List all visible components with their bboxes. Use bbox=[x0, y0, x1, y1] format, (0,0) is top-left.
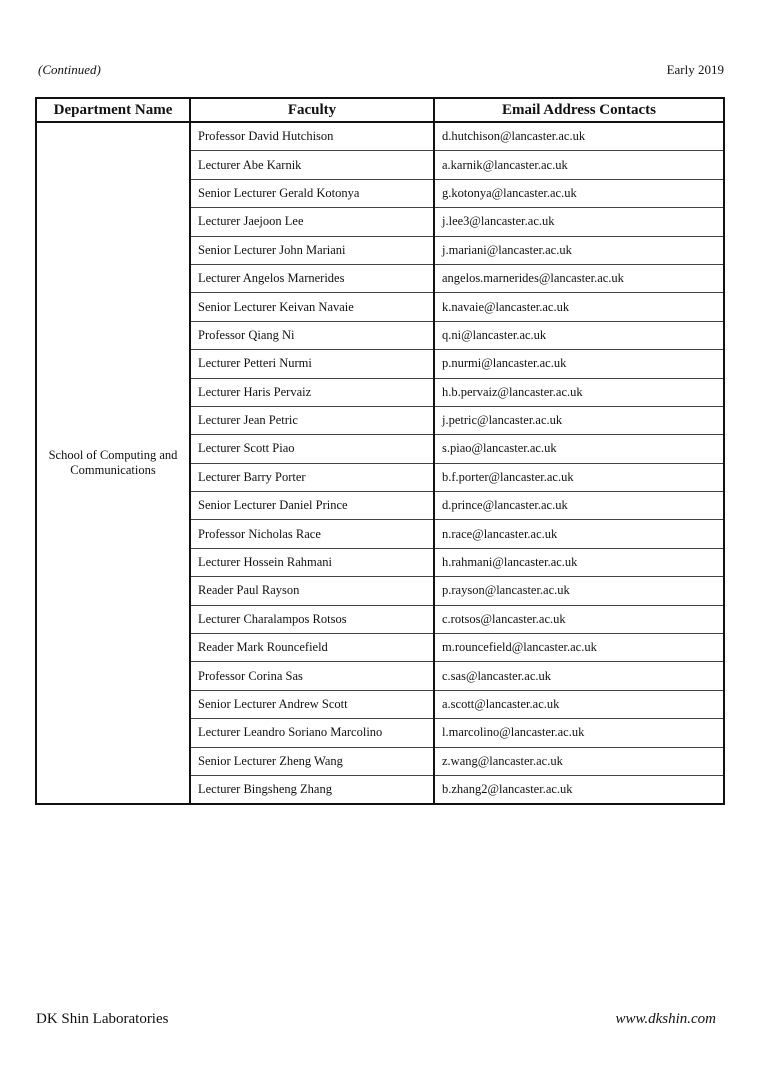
email-cell: angelos.marnerides@lancaster.ac.uk bbox=[434, 264, 724, 292]
faculty-cell: Professor Qiang Ni bbox=[190, 321, 434, 349]
email-cell: c.rotsos@lancaster.ac.uk bbox=[434, 605, 724, 633]
faculty-cell: Lecturer Barry Porter bbox=[190, 463, 434, 491]
faculty-cell: Lecturer Jaejoon Lee bbox=[190, 208, 434, 236]
faculty-cell: Lecturer Hossein Rahmani bbox=[190, 548, 434, 576]
continued-label: (Continued) bbox=[38, 62, 101, 77]
email-cell: b.f.porter@lancaster.ac.uk bbox=[434, 463, 724, 491]
faculty-cell: Senior Lecturer Andrew Scott bbox=[190, 690, 434, 718]
email-cell: a.karnik@lancaster.ac.uk bbox=[434, 151, 724, 179]
footer-organization: DK Shin Laboratories bbox=[36, 1011, 169, 1027]
faculty-cell: Professor David Hutchison bbox=[190, 122, 434, 151]
faculty-cell: Senior Lecturer Zheng Wang bbox=[190, 747, 434, 775]
email-cell: l.marcolino@lancaster.ac.uk bbox=[434, 719, 724, 747]
faculty-cell: Lecturer Scott Piao bbox=[190, 435, 434, 463]
email-cell: n.race@lancaster.ac.uk bbox=[434, 520, 724, 548]
table-row bbox=[36, 122, 724, 151]
email-cell: d.prince@lancaster.ac.uk bbox=[434, 492, 724, 520]
faculty-cell: Professor Nicholas Race bbox=[190, 520, 434, 548]
faculty-cell: Lecturer Haris Pervaiz bbox=[190, 378, 434, 406]
faculty-cell: Reader Mark Rouncefield bbox=[190, 634, 434, 662]
faculty-cell: Lecturer Abe Karnik bbox=[190, 151, 434, 179]
department-cell: School of Computing and Communications bbox=[36, 122, 190, 804]
email-cell: p.rayson@lancaster.ac.uk bbox=[434, 577, 724, 605]
faculty-cell: Senior Lecturer Gerald Kotonya bbox=[190, 179, 434, 207]
email-cell: j.petric@lancaster.ac.uk bbox=[434, 406, 724, 434]
email-cell: a.scott@lancaster.ac.uk bbox=[434, 690, 724, 718]
email-cell: s.piao@lancaster.ac.uk bbox=[434, 435, 724, 463]
column-header-email: Email Address Contacts bbox=[434, 98, 724, 122]
email-cell: g.kotonya@lancaster.ac.uk bbox=[434, 179, 724, 207]
email-cell: q.ni@lancaster.ac.uk bbox=[434, 321, 724, 349]
email-cell: h.b.pervaiz@lancaster.ac.uk bbox=[434, 378, 724, 406]
email-cell: h.rahmani@lancaster.ac.uk bbox=[434, 548, 724, 576]
contacts-table bbox=[35, 97, 725, 805]
faculty-cell: Senior Lecturer Daniel Prince bbox=[190, 492, 434, 520]
faculty-cell: Senior Lecturer Keivan Navaie bbox=[190, 293, 434, 321]
faculty-cell: Lecturer Charalampos Rotsos bbox=[190, 605, 434, 633]
faculty-cell: Reader Paul Rayson bbox=[190, 577, 434, 605]
email-cell: k.navaie@lancaster.ac.uk bbox=[434, 293, 724, 321]
email-cell: j.lee3@lancaster.ac.uk bbox=[434, 208, 724, 236]
email-cell: z.wang@lancaster.ac.uk bbox=[434, 747, 724, 775]
table-body bbox=[36, 122, 724, 804]
email-cell: d.hutchison@lancaster.ac.uk bbox=[434, 122, 724, 151]
footer-website: www.dkshin.com bbox=[615, 1011, 716, 1027]
faculty-cell: Lecturer Petteri Nurmi bbox=[190, 350, 434, 378]
column-header-department: Department Name bbox=[36, 98, 190, 122]
faculty-cell: Lecturer Jean Petric bbox=[190, 406, 434, 434]
faculty-cell: Lecturer Leandro Soriano Marcolino bbox=[190, 719, 434, 747]
email-cell: b.zhang2@lancaster.ac.uk bbox=[434, 775, 724, 804]
faculty-cell: Lecturer Bingsheng Zhang bbox=[190, 775, 434, 804]
table-header-row bbox=[36, 98, 724, 122]
column-header-faculty: Faculty bbox=[190, 98, 434, 122]
email-cell: p.nurmi@lancaster.ac.uk bbox=[434, 350, 724, 378]
faculty-cell: Lecturer Angelos Marnerides bbox=[190, 264, 434, 292]
email-cell: j.mariani@lancaster.ac.uk bbox=[434, 236, 724, 264]
email-cell: c.sas@lancaster.ac.uk bbox=[434, 662, 724, 690]
faculty-cell: Professor Corina Sas bbox=[190, 662, 434, 690]
email-cell: m.rouncefield@lancaster.ac.uk bbox=[434, 634, 724, 662]
faculty-cell: Senior Lecturer John Mariani bbox=[190, 236, 434, 264]
date-label: Early 2019 bbox=[666, 62, 724, 77]
